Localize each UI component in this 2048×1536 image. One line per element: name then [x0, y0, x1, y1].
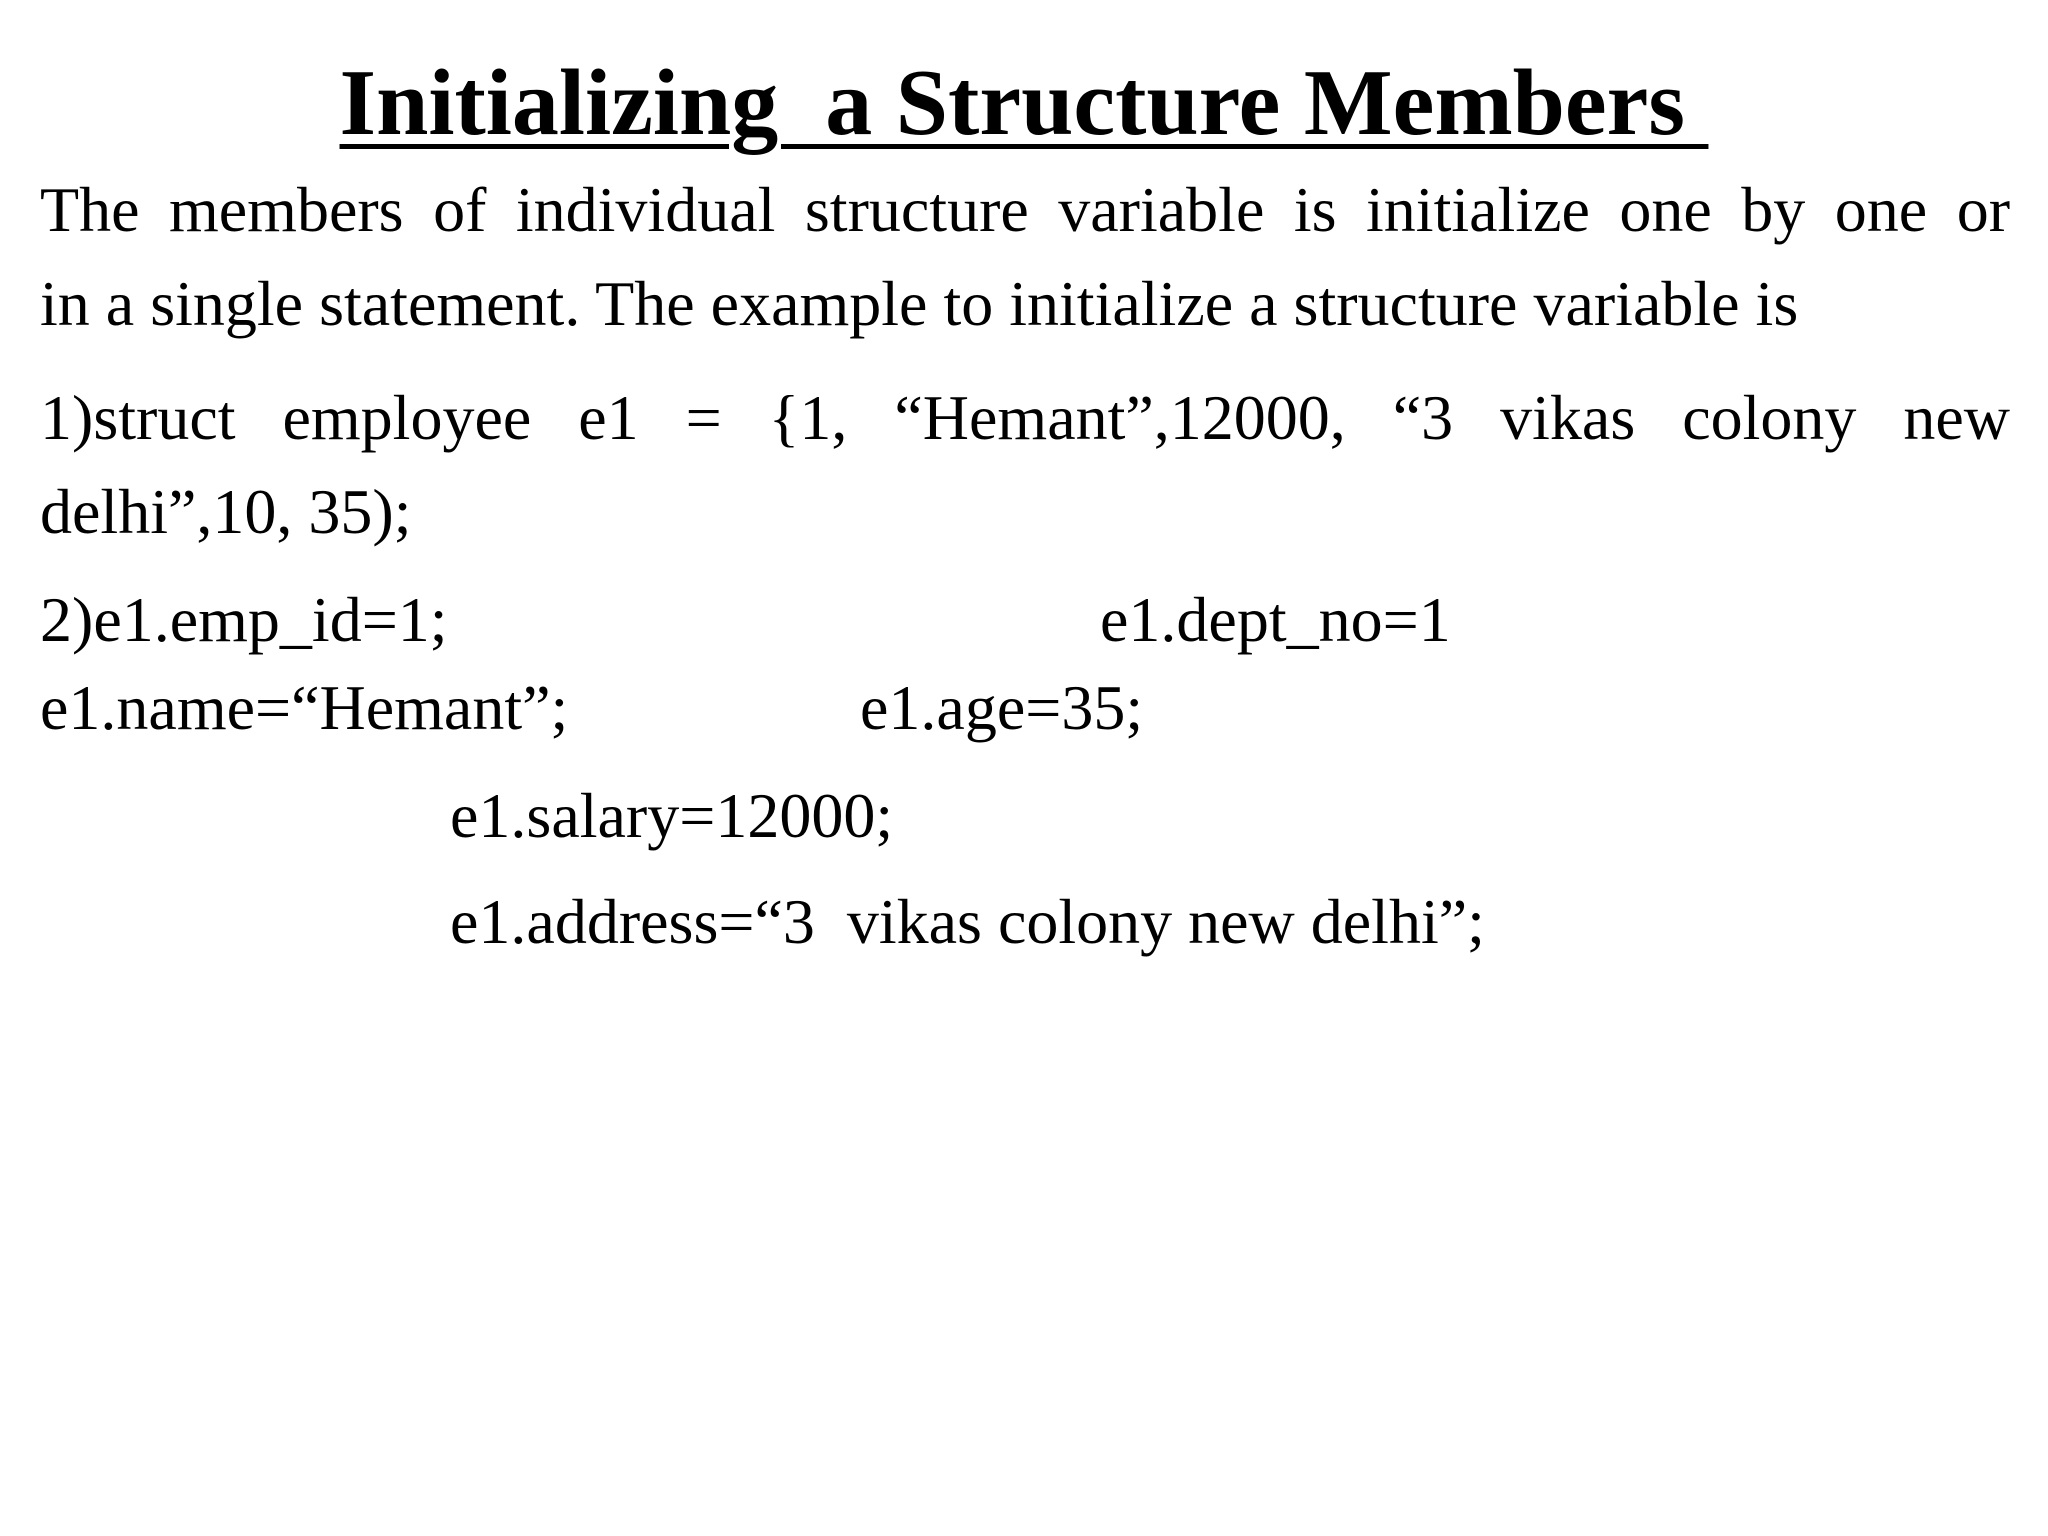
example-2-name: e1.name=“Hemant”; — [40, 672, 569, 743]
example-2-dept-no: e1.dept_no=1 — [1100, 584, 1451, 655]
example-2-salary: e1.salary=12000; — [450, 780, 894, 851]
example-2-age: e1.age=35; — [860, 672, 1144, 743]
intro-line-1: The members of individual structure variable is initialize one by one or — [40, 174, 2010, 245]
slide-title-text: Initializing a Structure Members — [339, 51, 1709, 155]
slide-title — [0, 48, 2048, 158]
example-2-address: e1.address=“3 vikas colony new delhi”; — [450, 886, 1485, 957]
example-1-line-2: delhi”,10, 35); — [40, 476, 412, 547]
intro-line-2: in a single statement. The example to initialize a structure variable is — [40, 268, 1799, 339]
example-2-emp-id: 2)e1.emp_id=1; — [40, 584, 448, 655]
example-1-line-1: 1)struct employee e1 = {1, “Hemant”,12000, “3 vikas colony new — [40, 382, 2010, 453]
